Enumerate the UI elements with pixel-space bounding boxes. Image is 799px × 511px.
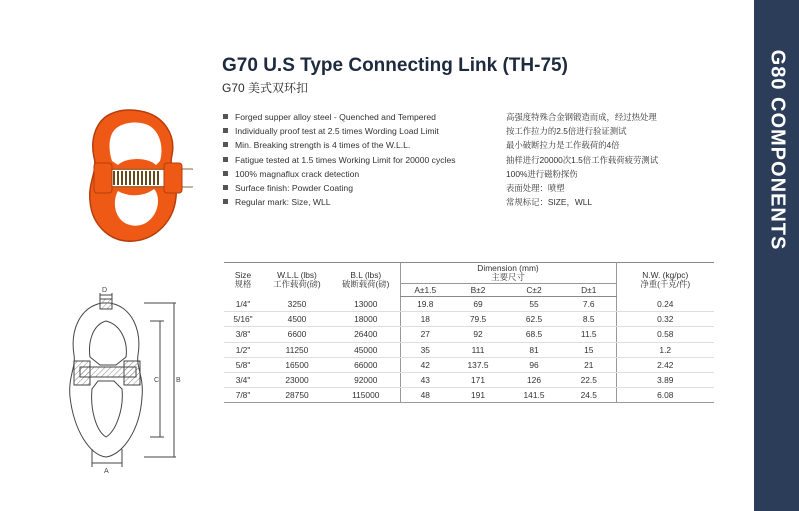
feature-item-cn: 抽样进行20000次1.5倍工作载荷疲劳测试: [506, 154, 659, 165]
feature-item: Regular mark: Size, WLL: [222, 195, 456, 209]
table-row: 3/4" 23000 92000 43 171 126 22.5 3.89: [224, 372, 714, 387]
feature-item-cn: 常规标记：SIZE，WLL: [506, 197, 593, 208]
table-row: 1/4" 3250 13000 19.8 69 55 7.6 0.24: [224, 297, 714, 312]
col-dimension: Dimension (mm) 主要尺寸: [400, 263, 616, 284]
square-bullet-icon: [223, 157, 228, 162]
col-size: Size 规格: [224, 263, 262, 297]
drawing-label-b: B: [176, 377, 181, 384]
feature-item-cn: 100%进行磁粉探伤: [506, 168, 578, 179]
feature-item: Individually proof test at 2.5 times Wording Load Limit: [222, 124, 456, 138]
feature-item: Forged supper alloy steel - Quenched and Tempered: [222, 110, 456, 124]
col-dim-c: C±2: [506, 284, 562, 297]
square-bullet-icon: [223, 171, 228, 176]
table-row: 3/8" 6600 26400 27 92 68.5 11.5 0.58: [224, 327, 714, 342]
col-wll: W.L.L (lbs) 工作载荷(磅): [262, 263, 332, 297]
square-bullet-icon: [223, 142, 228, 147]
square-bullet-icon: [223, 114, 228, 119]
spec-table: [224, 262, 714, 403]
feature-list-en: [222, 110, 456, 209]
feature-item-cn: 按工作拉力的2.5倍进行验证测试: [506, 126, 627, 137]
technical-drawing: [40, 285, 190, 475]
square-bullet-icon: [223, 128, 228, 133]
page-subtitle: G70 美式双环扣: [222, 81, 309, 95]
feature-item-cn: 表面处理：喷塑: [506, 183, 565, 194]
drawing-label-c: C: [154, 377, 160, 384]
sidebar-label: G80 COMPONENTS: [766, 49, 789, 251]
table-row: 7/8" 28750 115000 48 191 141.5 24.5 6.08: [224, 388, 714, 403]
product-photo: [78, 105, 193, 250]
feature-item-cn: 高强度特殊合金钢锻造而成，经过热处理: [506, 112, 657, 122]
col-dim-b: B±2: [450, 284, 506, 297]
table-row: 5/8" 16500 66000 42 137.5 96 21 2.42: [224, 357, 714, 372]
drawing-label-d: D: [102, 287, 108, 294]
square-bullet-icon: [223, 185, 228, 190]
feature-item: 100% magnaflux crack detection: [222, 167, 456, 181]
col-dim-d: D±1: [562, 284, 616, 297]
feature-item-cn: 最小破断拉力是工作载荷的4倍: [506, 140, 620, 151]
col-nw: N.W. (kg/pc) 净重(千克/件): [616, 263, 714, 297]
square-bullet-icon: [223, 199, 228, 204]
feature-item: Fatigue tested at 1.5 times Working Limit for 20000 cycles: [222, 153, 456, 167]
page-title: G70 U.S Type Connecting Link (TH-75): [222, 55, 568, 76]
col-dim-a: A±1.5: [400, 284, 450, 297]
feature-list-cn: [506, 110, 658, 209]
feature-item: Surface finish: Powder Coating: [222, 181, 456, 195]
feature-item: Min. Breaking strength is 4 times of the W.L.L.: [222, 138, 456, 152]
table-row: 5/16" 4500 18000 18 79.5 62.5 8.5 0.32: [224, 312, 714, 327]
drawing-label-a: A: [104, 468, 109, 475]
table-row: 1/2" 11250 45000 35 111 81 15 1.2: [224, 342, 714, 357]
col-bl: B.L (lbs) 破断载荷(磅): [332, 263, 400, 297]
